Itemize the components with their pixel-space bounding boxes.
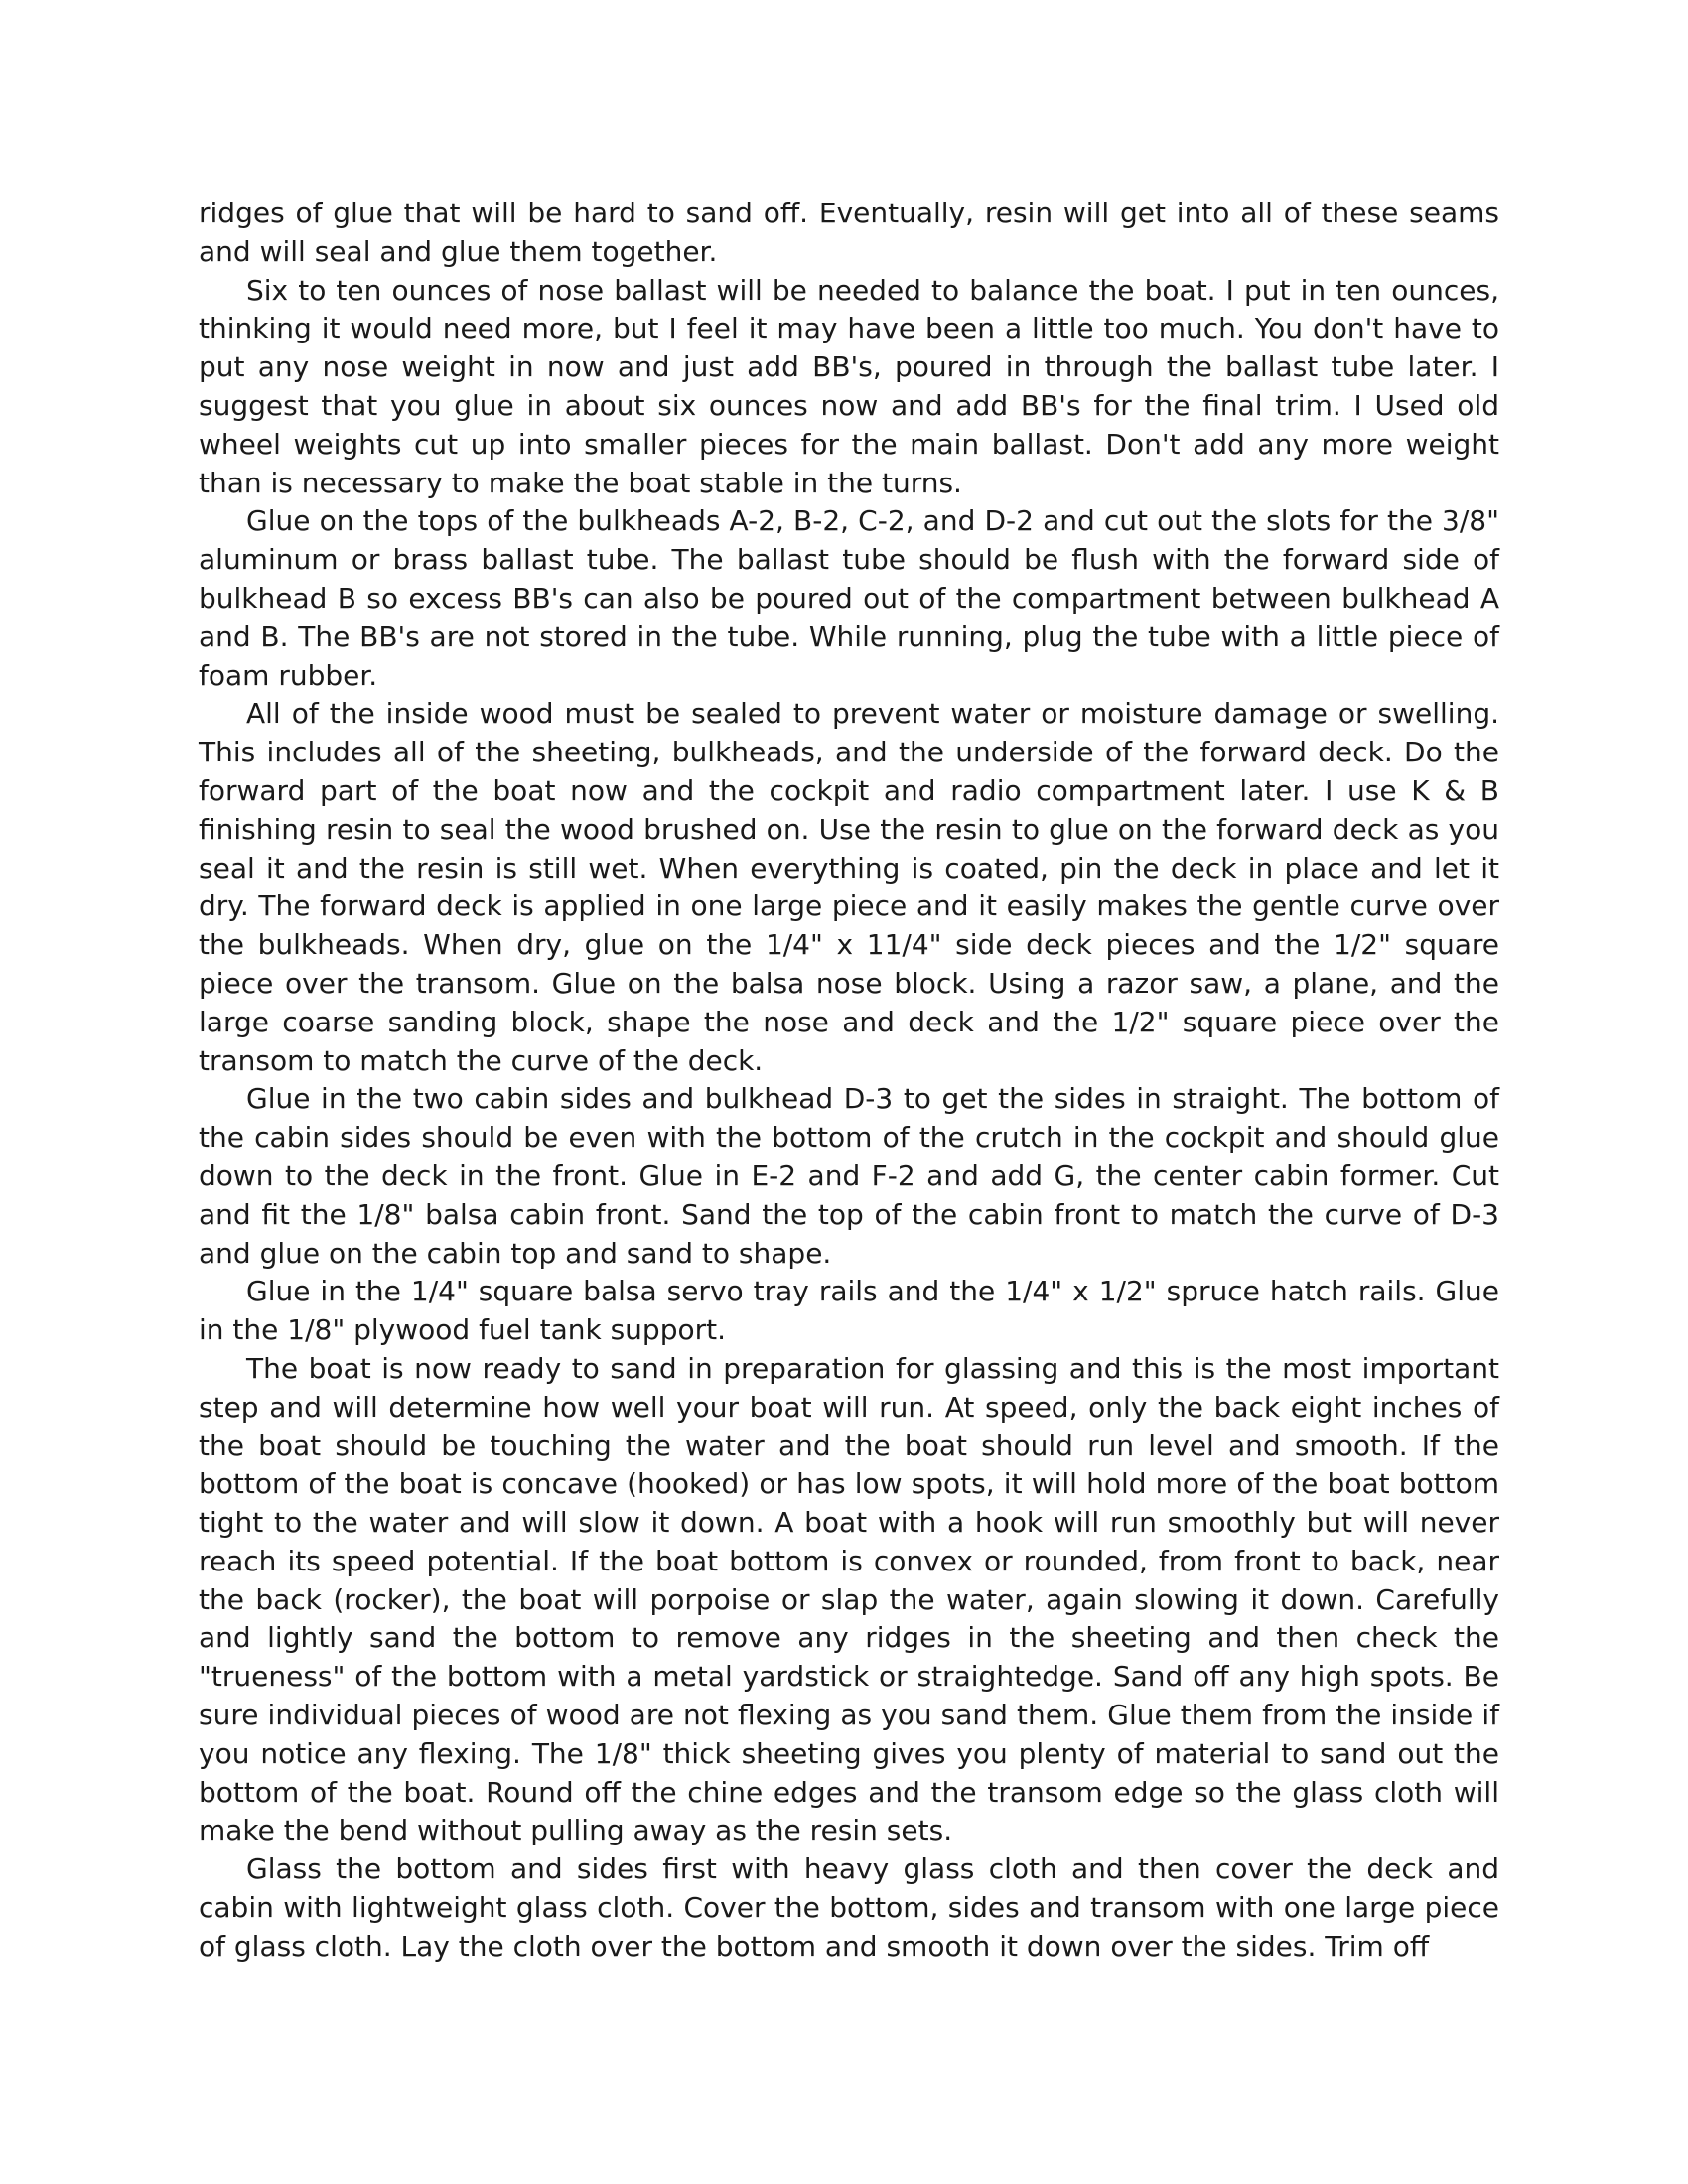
paragraph-nose-ballast: Six to ten ounces of nose ballast will be needed to balance the boat. I put in ten ounces, thinking it would need more, but I feel it may have been a little too much. You don't have to put any nose weight in now and just add BB's, poured in through the ballast tube later. I suggest that you glue in about six ounces now and add BB's for the final trim. I Used old wheel weights cut up into smaller pieces for the main ballast. Don't add any more weight than is necessary to make the boat stable in the turns. [199,273,1499,499]
paragraph-sanding: The boat is now ready to sand in preparation for glassing and this is the most important step and will determine how well your boat will run. At speed, only the back eight inches of the boat should be touching the water and the boat should run level and smooth. If the bottom of the boat is concave (hooked) or has low spots, it will hold more of the boat bottom tight to the water and will slow it down. A boat with a hook will run smoothly but will never reach its speed potential. If the boat bottom is convex or rounded, from front to back, near the back (rocker), the boat will porpoise or slap the water, again slowing it down. Carefully and lightly sand the bottom to remove any ridges in the sheeting and then check the "trueness" of the bottom with a metal yardstick or straightedge. Sand off any high spots. Be sure individual pieces of wood are not flexing as you sand them. Glue them from the inside if you notice any flexing. The 1/8" thick sheeting gives you plenty of material to sand out the bottom of the boat. Round off the chine edges and the transom edge so the glass cloth will make the bend without pulling away as the resin sets. [199,1351,1499,1847]
paragraph-cabin: Glue in the two cabin sides and bulkhead D-3 to get the sides in straight. The bottom of the cabin sides should be even with the bottom of the crutch in the cockpit and should glue down to the deck in the front. Glue in E-2 and F-2 and add G, the center cabin former. Cut and fit the 1/8" balsa cabin front. Sand the top of the cabin front to match the curve of D-3 and glue on the cabin top and sand to shape. [199,1082,1499,1270]
paragraph-rails: Glue in the 1/4" square balsa servo tray rails and the 1/4" x 1/2" spruce hatch rails. Glue in the 1/8" plywood fuel tank support. [199,1275,1499,1347]
document-page [199,195,1499,1967]
paragraph-ballast-tube: Glue on the tops of the bulkheads A-2, B-2, C-2, and D-2 and cut out the slots for the 3/8" aluminum or brass ballast tube. The ballast tube should be flush with the forward side of bulkhead B so excess BB's can also be poured out of the compartment between bulkhead A and B. The BB's are not stored in the tube. While running, plug the tube with a little piece of foam rubber. [199,504,1499,692]
paragraph-sealing-deck: All of the inside wood must be sealed to prevent water or moisture damage or swelling. This includes all of the sheeting, bulkheads, and the underside of the forward deck. Do the forward part of the boat now and the cockpit and radio compartment later. I use K & B finishing resin to seal the wood brushed on. Use the resin to glue on the forward deck as you seal it and the resin is still wet. When everything is coated, pin the deck in place and let it dry. The forward deck is applied in one large piece and it easily makes the gentle curve over the bulkheads. When dry, glue on the 1/4" x 11/4" side deck pieces and the 1/2" square piece over the transom. Glue on the balsa nose block. Using a razor saw, a plane, and the large coarse sanding block, shape the nose and deck and the 1/2" square piece over the transom to match the curve of the deck. [199,697,1499,1077]
paragraph-seams: ridges of glue that will be hard to sand off. Eventually, resin will get into all of these seams and will seal and glue them together. [199,197,1499,268]
paragraph-glassing: Glass the bottom and sides first with heavy glass cloth and then cover the deck and cabin with lightweight glass cloth. Cover the bottom, sides and transom with one large piece of glass cloth. Lay the cloth over the bottom and smooth it down over the sides. Trim off [199,1852,1499,1963]
